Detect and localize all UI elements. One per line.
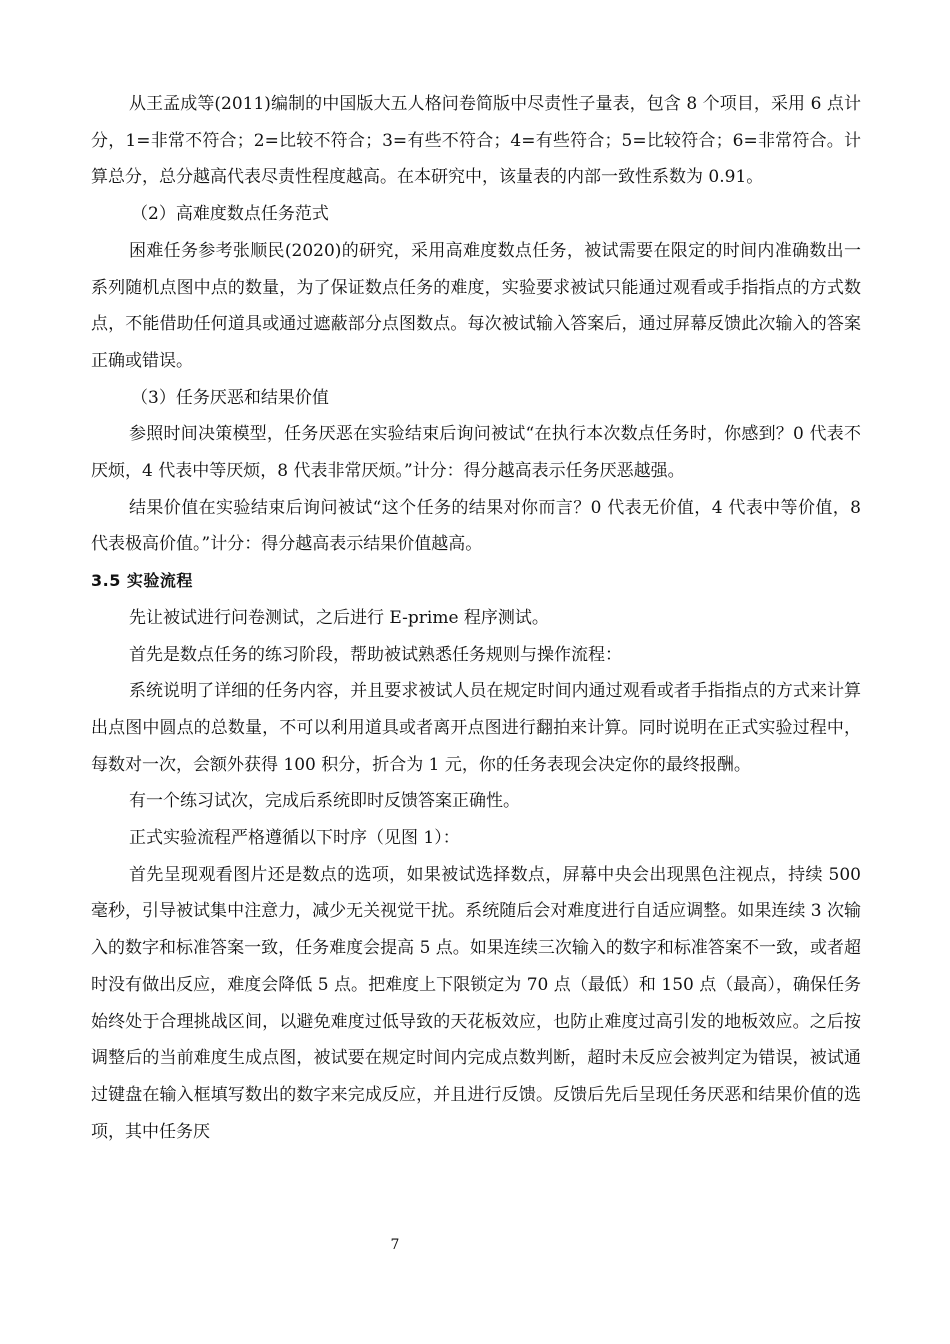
section-heading-procedure: 3.5 实验流程 bbox=[91, 571, 193, 591]
document-body bbox=[91, 86, 861, 1150]
subheading-dot-task: （2）高难度数点任务范式 bbox=[131, 204, 329, 225]
paragraph-practice-stage: 首先是数点任务的练习阶段，帮助被试熟悉任务规则与操作流程： bbox=[129, 644, 622, 665]
paragraph-result-value: 结果价值在实验结束后询问被试“这个任务的结果对你而言？0 代表无价值，4 代表中等价值，8 代表极高价值。”计分：得分越高表示结果价值越高。 bbox=[91, 497, 861, 555]
paragraph-practice-trial: 有一个练习试次，完成后系统即时反馈答案正确性。 bbox=[129, 791, 520, 812]
paragraph-formal-procedure: 首先呈现观看图片还是数点的选项，如果被试选择数点，屏幕中央会出现黑色注视点，持续 500 毫秒，引导被试集中注意力，减少无关视觉干扰。系统随后会对难度进行自适应调整。如果连续 3 次输入的数字和标准答案一致，任务难度会提高 5 点。如果连续三次输入的数字和标准答案不一致，或者超时没有做出反应，难度会降低 5 点。把难度上下限锁定为 70 点（最低）和 150 点（最高），确保任务始终处于合理挑战区间，以避免难度过低导致的天花板效应，也防止难度过高引发的地板效应。之后按调整后的当前难度生成点图，被试要在规定时间内完成点数判断，超时未反应会被判定为错误，被试通过键盘在输入框填写数出的数字来完成反应，并且进行反馈。反馈后先后呈现任务厌恶和结果价值的选项，其中任务厌 bbox=[91, 864, 861, 1142]
paragraph-conscientiousness-scale: 从王孟成等(2011)编制的中国版大五人格问卷简版中尽责性子量表，包含 8 个项目，采用 6 点计分，1=非常不符合；2=比较不符合；3=有些不符合；4=有些符合；5=比较符合；6=非常符合。计算总分，总分越高代表尽责性程度越高。在本研究中，该量表的内部一致性系数为 0.91。 bbox=[91, 94, 861, 188]
subheading-aversion-value: （3）任务厌恶和结果价值 bbox=[131, 387, 329, 408]
paragraph-dot-task: 困难任务参考张顺民(2020)的研究，采用高难度数点任务，被试需要在限定的时间内准确数出一系列随机点图中点的数量，为了保证数点任务的难度，实验要求被试只能通过观看或手指指点的方式数点，不能借助任何道具或通过遮蔽部分点图数点。每次被试输入答案后，通过屏幕反馈此次输入的答案正确或错误。 bbox=[91, 240, 861, 371]
paragraph-procedure-intro: 先让被试进行问卷测试，之后进行 E-prime 程序测试。 bbox=[129, 607, 549, 628]
paragraph-system-instructions: 系统说明了详细的任务内容，并且要求被试人员在规定时间内通过观看或者手指指点的方式来计算出点图中圆点的总数量，不可以利用道具或者离开点图进行翻拍来计算。同时说明在正式实验过程中，每数对一次，会额外获得 100 积分，折合为 1 元，你的任务表现会决定你的最终报酬。 bbox=[91, 681, 861, 775]
paragraph-formal-sequence: 正式实验流程严格遵循以下时序（见图 1）： bbox=[129, 828, 460, 849]
paragraph-task-aversion: 参照时间决策模型，任务厌恶在实验结束后询问被试“在执行本次数点任务时，你感到？0 代表不厌烦，4 代表中等厌烦，8 代表非常厌烦。”计分：得分越高表示任务厌恶越强。 bbox=[91, 424, 861, 482]
page-number: 7 bbox=[390, 1237, 400, 1253]
